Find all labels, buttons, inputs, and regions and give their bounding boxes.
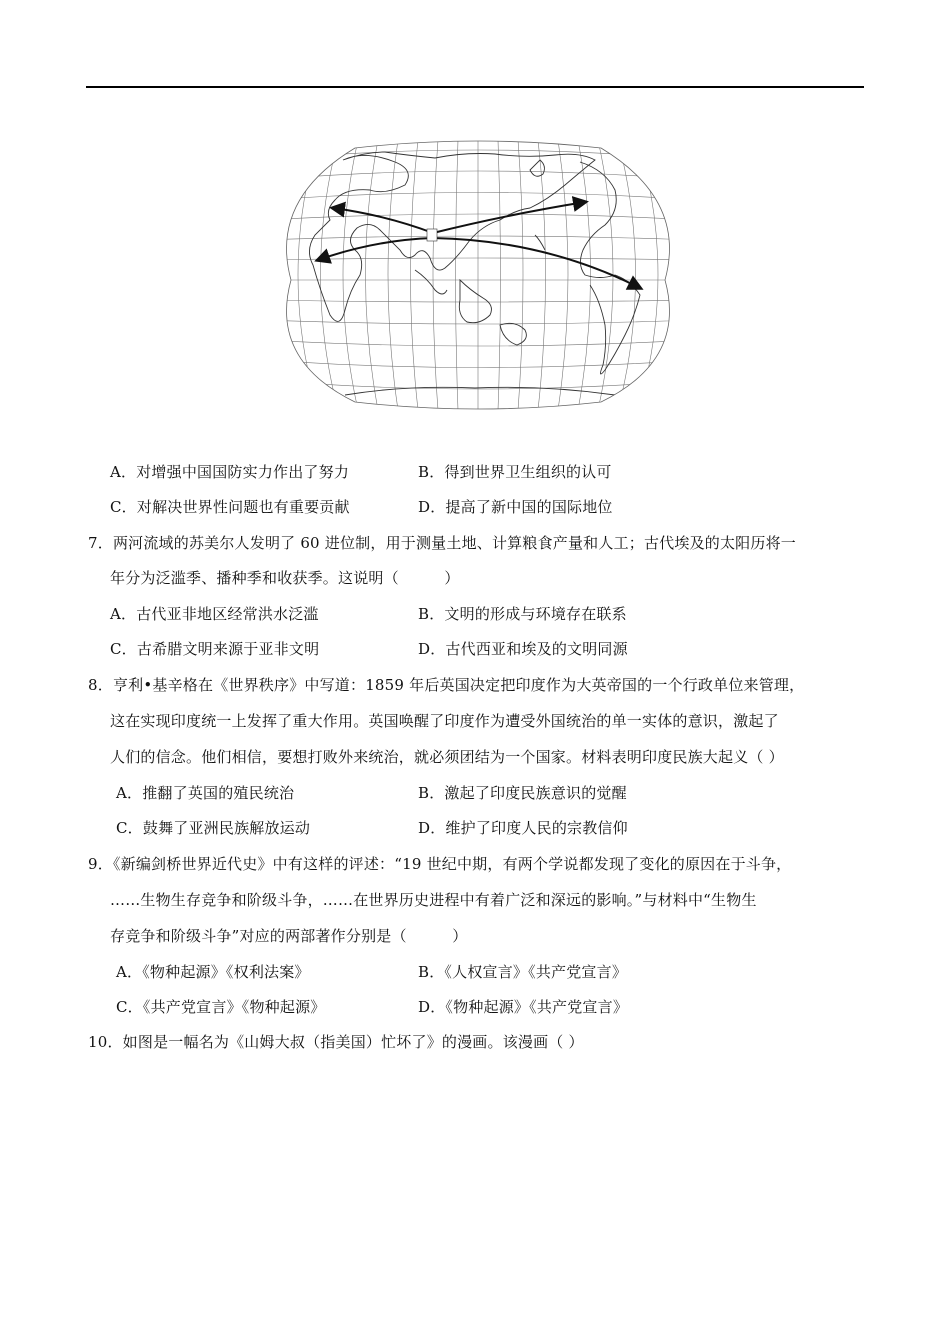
- q9-stem-line1: 9．《新编剑桥世界近代史》中有这样的评述：“19 世纪中期，有两个学说都发现了变化的原因在于斗争，: [88, 855, 792, 873]
- q6-option-b: B．得到世界卫生组织的认可: [418, 463, 612, 481]
- q7-option-c: C．古希腊文明来源于亚非文明: [110, 640, 320, 658]
- q8-option-b: B．激起了印度民族意识的觉醒: [418, 784, 627, 802]
- q8-option-d: D．维护了印度人民的宗教信仰: [418, 819, 628, 837]
- q9-option-b: B．《人权宣言》《共产党宣言》: [418, 963, 628, 981]
- q9-stem-line2: ……生物生存竞争和阶级斗争，……在世界历史进程中有着广泛和深远的影响。”与材料中“生物生: [110, 891, 757, 909]
- header-rule: [86, 86, 864, 88]
- world-map-figure: [285, 140, 672, 410]
- q9-option-a: A．《物种起源》《权利法案》: [116, 963, 310, 981]
- q7-option-b: B．文明的形成与环境存在联系: [418, 605, 627, 623]
- q6-option-d: D．提高了新中国的国际地位: [418, 498, 613, 516]
- q8-stem-line1: 8．亨利•基辛格在《世界秩序》中写道：1859 年后英国决定把印度作为大英帝国的一个行政单位来管理，: [88, 676, 805, 694]
- q8-stem-line3: 人们的信念。他们相信，要想打败外来统治，就必须团结为一个国家。材料表明印度民族大起义（ ）: [110, 748, 784, 766]
- q9-stem-line3: 存竞争和阶级斗争”对应的两部著作分别是（ ）: [110, 927, 468, 945]
- q8-stem-line2: 这在实现印度统一上发挥了重大作用。英国唤醒了印度作为遭受外国统治的单一实体的意识，激起了: [110, 712, 779, 730]
- q9-option-d: D．《物种起源》《共产党宣言》: [418, 998, 629, 1016]
- q7-stem-line2: 年分为泛滥季、播种季和收获季。这说明（ ）: [110, 569, 460, 587]
- q7-option-d: D．古代西亚和埃及的文明同源: [418, 640, 628, 658]
- q8-option-a: A．推翻了英国的殖民统治: [116, 784, 295, 802]
- q6-option-c: C．对解决世界性问题也有重要贡献: [110, 498, 350, 516]
- q7-stem-line1: 7．两河流域的苏美尔人发明了 60 进位制，用于测量土地、计算粮食产量和人工；古代埃及的太阳历将一: [88, 534, 796, 552]
- q7-option-a: A．古代亚非地区经常洪水泛滥: [110, 605, 319, 623]
- q10-stem-line1: 10．如图是一幅名为《山姆大叔（指美国）忙坏了》的漫画。该漫画（ ）: [88, 1033, 584, 1051]
- q8-option-c: C．鼓舞了亚洲民族解放运动: [116, 819, 311, 837]
- q6-option-a: A．对增强中国国防实力作出了努力: [110, 463, 350, 481]
- q9-option-c: C．《共产党宣言》《物种起源》: [116, 998, 326, 1016]
